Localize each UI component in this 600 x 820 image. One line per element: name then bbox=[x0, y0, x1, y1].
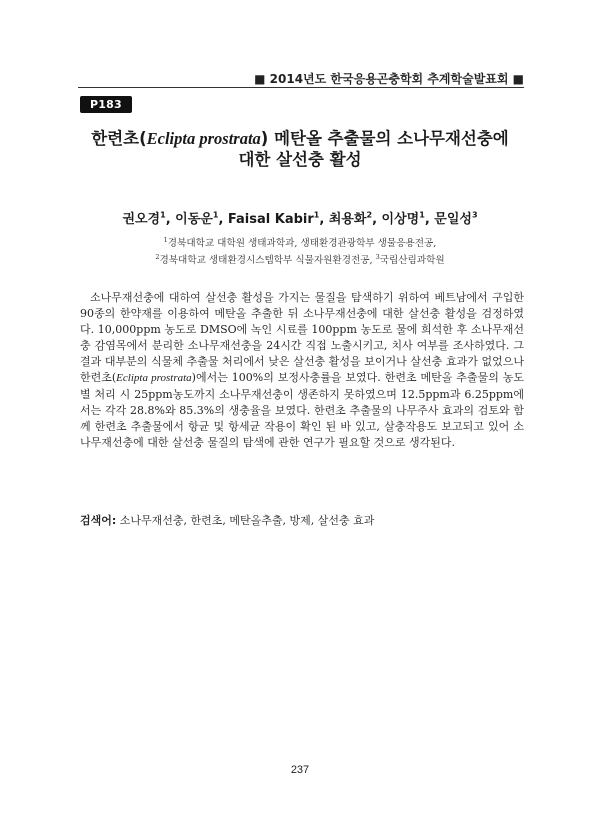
conference-header: ■ 2014년도 한국응용곤충학회 추계학술발표회 ■ bbox=[254, 72, 524, 86]
page-number: 237 bbox=[290, 764, 310, 776]
author-affiliation-mark: 1 bbox=[160, 210, 166, 220]
author-name: 문일성 bbox=[434, 212, 472, 227]
header-divider bbox=[78, 87, 524, 88]
keywords-label: 검색어: bbox=[80, 514, 117, 527]
title-part1: 한련초( bbox=[91, 129, 147, 148]
author-affiliation-mark: 3 bbox=[471, 210, 478, 220]
title-line2: 대한 살선충 활성 bbox=[238, 150, 362, 169]
abstract-body bbox=[80, 290, 524, 451]
affiliation-mark: 1 bbox=[163, 236, 168, 244]
author-affiliation-mark: 2 bbox=[366, 210, 373, 220]
author-name: 이동운 bbox=[175, 212, 213, 227]
affiliation-2: 경북대학교 생태환경시스템학부 식물자원환경전공, bbox=[159, 254, 376, 266]
author-name: Faisal Kabir bbox=[227, 212, 314, 227]
author-name: 최용화 bbox=[328, 212, 367, 227]
keywords bbox=[80, 512, 524, 528]
title-scientific-name: Eclipta prostrata bbox=[146, 129, 261, 148]
poster-id-badge: P183 bbox=[80, 96, 132, 113]
title-part2: ) 메탄올 추출물의 소나무재선충에 bbox=[260, 129, 509, 148]
affiliation-3: 국립산림과학원 bbox=[379, 254, 445, 266]
author-name: 권오경 bbox=[122, 212, 161, 227]
affiliations bbox=[70, 234, 530, 267]
abstract-part1: 소나무재선충에 대하여 살선충 활성을 가지는 물질을 탐색하기 위하여 베트남에서 구입한 90종의 한약재를 이용하여 메탄올 추출한 뒤 소나무재선충에 대한 살선충 활성을 검정하였다. 10,000ppm 농도로 DMSO에 녹인 시료를 100ppm 농도로 물에 희석한 후 소나무재선충 감염목에서 분리한 소나무재선충을 24시간 직접 노출시키고, 치사 여부를 조사하였다. 그 결과 대부분의 식물체 추출물 처리에서 낮은 살선충 활성을 보이거나 살선충 효과가 없었으나 한련초( bbox=[80, 291, 524, 385]
affiliation-1: 경북대학교 대학원 생태과학과, 생태환경관광학부 생물응용전공, bbox=[167, 238, 437, 250]
author-name: 이상명 bbox=[381, 212, 420, 227]
author-affiliation-mark: 1 bbox=[212, 210, 219, 220]
affiliation-mark: 2 bbox=[155, 252, 160, 261]
paper-title bbox=[70, 128, 530, 170]
abstract-part2: )에서는 100%의 보정사충률을 보였다. 한련초 메탄올 추출물의 농도별 처리 시 25ppm농도까지 소나무재선충이 생존하지 못하였으며 12.5ppm과 6.25ppm에서는 각각 28.8%와 85.3%의 생충율을 보였다. 한련초 추출물의 나무주사 효과의 검토와 함께 한련초 추출물에서 항균 및 항세균 작용이 확인 된 바 있고, 살충작용도 보고되고 있어 소나무재선충에 대한 살선충 물질의 탐색에 관한 연구가 필요할 것으로 생각된다. bbox=[80, 371, 524, 449]
author-affiliation-mark: 1 bbox=[419, 210, 425, 220]
keywords-text: 소나무재선충, 한련초, 메탄올추출, 방제, 살선충 효과 bbox=[116, 514, 375, 527]
author-affiliation-mark: 1 bbox=[313, 210, 320, 220]
author-list: 권오경$^1$, 이동운$^1$, Faisal Kabir$^1$, 최용화$^2$, 이상명$^1$, 문일성$^3$ bbox=[122, 210, 478, 227]
affiliation-mark: 3 bbox=[375, 252, 380, 261]
abstract-scientific-name: Eclipta prostrata bbox=[116, 372, 192, 385]
